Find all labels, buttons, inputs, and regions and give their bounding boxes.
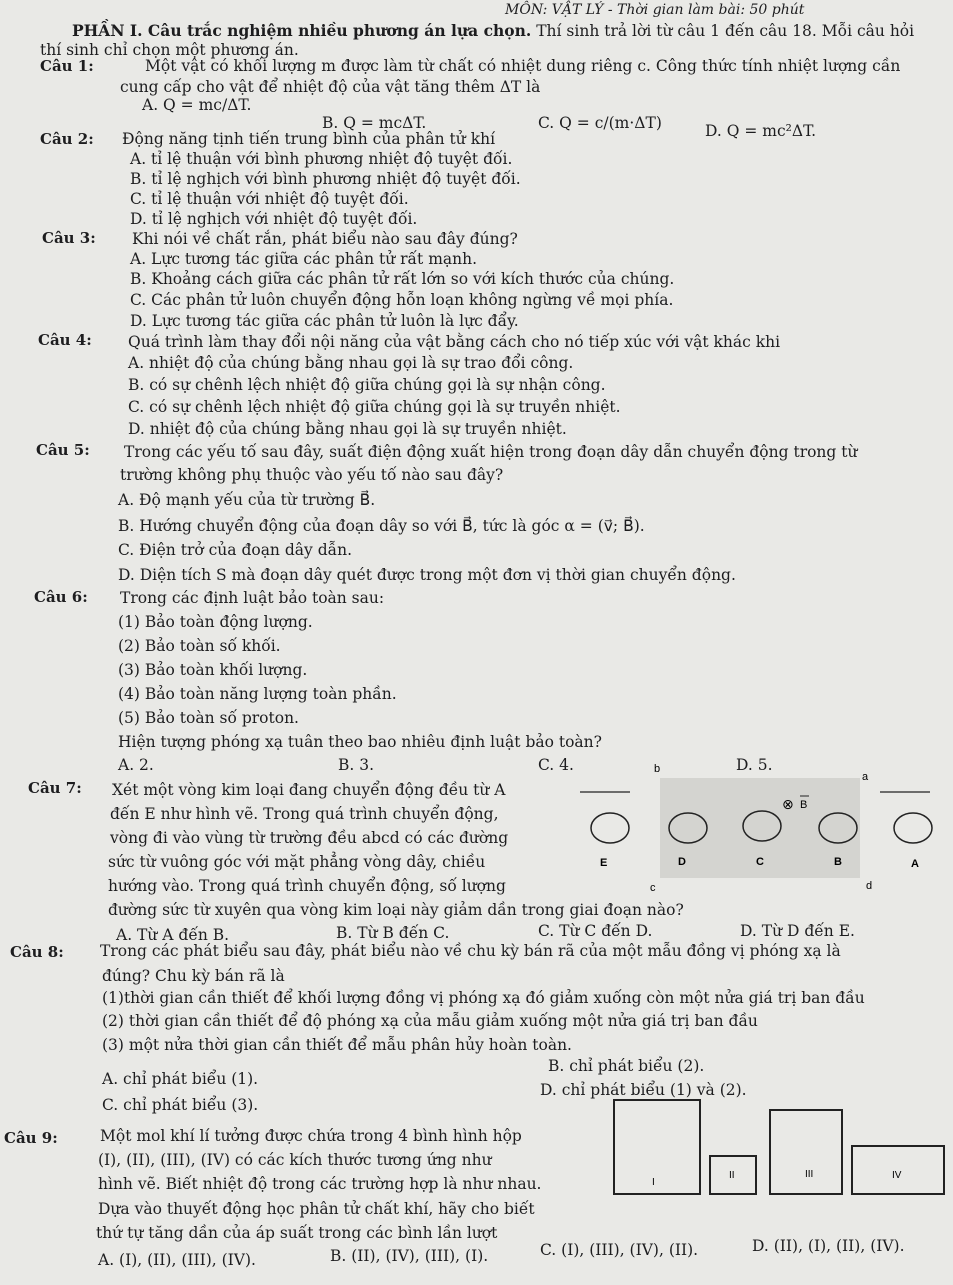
question-7-option-d: D. Từ D đến E. [740,922,855,940]
question-9-text-cont: Dựa vào thuyết động học phân tử chất khí, hãy cho biết [98,1200,535,1218]
question-5-text: Trong các yếu tố sau đây, suất điện động xuất hiện trong đoạn dây dẫn chuyển động trong từ [124,443,858,461]
question-7-option-c: C. Từ C đến D. [538,922,653,940]
position-label-c: C [756,856,764,868]
question-1-option-b: B. Q = mcΔT. [322,114,427,132]
corner-label-b: b [654,763,661,775]
field-direction-icon: ⊗ [782,796,794,812]
question-7-label: Câu 7: [28,779,82,797]
box-label-iv: IV [892,1170,902,1181]
question-1-text: Một vật có khối lượng m được làm từ chất có nhiệt dung riêng c. Công thức tính nhiệt lượng cần [145,57,901,75]
question-3-option-d: D. Lực tương tác giữa các phân tử luôn là lực đẩy. [130,312,519,330]
question-3-option-b: B. Khoảng cách giữa các phân tử rất lớn so với kích thước của chúng. [130,270,675,288]
question-9-option-d: D. (II), (I), (II), (IV). [752,1237,905,1255]
question-1-option-c: C. Q = c/(m·ΔT) [538,114,662,132]
question-6-text: Trong các định luật bảo toàn sau: [120,589,385,607]
question-9-text-cont: (I), (II), (III), (IV) có các kích thước tương ứng như [98,1151,492,1169]
question-9-option-b: B. (II), (IV), (III), (I). [330,1247,489,1265]
question-5-option-c: C. Điện trở của đoạn dây dẫn. [118,541,353,559]
ring-position-e [591,813,629,843]
question-2-option-d: D. tỉ lệ nghịch với nhiệt độ tuyệt đối. [130,210,418,228]
question-4-option-b: B. có sự chênh lệch nhiệt độ giữa chúng gọi là sự nhận công. [128,376,606,394]
question-9-text-cont: thứ tự tăng dần của áp suất trong các bình lần lượt [96,1224,498,1242]
question-6-question: Hiện tượng phóng xạ tuân theo bao nhiêu định luật bảo toàn? [118,733,602,751]
ring-position-a [894,813,932,843]
position-label-b: B [834,856,842,868]
question-1-option-d: D. Q = mc²ΔT. [705,122,817,140]
question-4-option-a: A. nhiệt độ của chúng bằng nhau gọi là sự trao đổi công. [128,354,574,372]
question-4-text: Quá trình làm thay đổi nội năng của vật bằng cách cho nó tiếp xúc với vật khác khi [128,333,781,351]
question-6-item: (1) Bảo toàn động lượng. [118,613,313,631]
question-5-option-b: B. Hướng chuyển động của đoạn dây so với B⃗, tức là góc α = (v⃗; B⃗). [118,517,645,535]
corner-label-d: d [866,880,873,892]
box-iii [770,1110,842,1194]
question-7-option-a: A. Từ A đến B. [116,926,230,944]
question-6-label: Câu 6: [34,588,88,606]
question-7-text-cont: sức từ vuông góc với mặt phẳng vòng dây, chiều [108,853,486,871]
exam-subject-header: MÔN: VẬT LÝ - Thời gian làm bài: 50 phút [505,2,805,18]
question-5-label: Câu 5: [36,441,90,459]
part-heading [72,21,914,41]
question-6-item: (5) Bảo toàn số proton. [118,709,299,727]
question-3-option-c: C. Các phân tử luôn chuyển động hỗn loạn không ngừng về mọi phía. [130,291,674,309]
corner-label-a: a [862,771,869,783]
gas-boxes-figure [612,1098,948,1200]
box-label-iii: III [805,1169,814,1180]
question-3-label: Câu 3: [42,229,96,247]
question-6-item: (4) Bảo toàn năng lượng toàn phần. [118,685,397,703]
question-5-option-d: D. Diện tích S mà đoạn dây quét được trong một đơn vị thời gian chuyển động. [118,566,736,584]
question-8-label: Câu 8: [10,943,64,961]
question-7-text: Xét một vòng kim loại đang chuyển động đều từ A [112,781,506,799]
question-9-text-cont: hình vẽ. Biết nhiệt độ trong các trường hợp là như nhau. [98,1175,542,1193]
question-3-option-a: A. Lực tương tác giữa các phân tử rất mạnh. [130,250,478,268]
question-8-option-b: B. chỉ phát biểu (2). [548,1057,705,1075]
question-7-text-cont: hướng vào. Trong quá trình chuyển động, số lượng [108,877,506,895]
question-8-statement-1: (1)thời gian cần thiết để khối lượng đồng vị phóng xạ đó giảm xuống còn một nửa giá trị ban đầu [102,989,865,1007]
question-8-option-c: C. chỉ phát biểu (3). [102,1096,259,1114]
position-label-a: A [911,858,919,870]
question-7-text-cont: vòng đi vào vùng từ trường đều abcd có các đường [110,829,509,847]
magnetic-field-ring-figure [580,756,950,896]
position-label-d: D [678,856,686,868]
box-label-ii: II [729,1170,735,1181]
position-label-e: E [600,857,608,869]
question-2-option-c: C. tỉ lệ thuận với nhiệt độ tuyệt đối. [130,190,409,208]
question-4-label: Câu 4: [38,331,92,349]
question-2-option-a: A. tỉ lệ thuận với bình phương nhiệt độ tuyệt đối. [130,150,513,168]
part-title: PHẦN I. Câu trắc nghiệm nhiều phương án lựa chọn. [72,21,532,40]
corner-label-c: c [650,882,656,894]
question-7-text-cont: đường sức từ xuyên qua vòng kim loại này giảm dần trong giai đoạn nào? [108,901,684,919]
question-9-option-c: C. (I), (III), (IV), (II). [540,1241,699,1259]
question-9-label: Câu 9: [4,1129,58,1147]
part-description: Thí sinh trả lời từ câu 1 đến câu 18. Mỗi câu hỏi [531,22,915,40]
question-2-option-b: B. tỉ lệ nghịch với bình phương nhiệt độ tuyệt đối. [130,170,521,188]
question-4-option-d: D. nhiệt độ của chúng bằng nhau gọi là sự truyền nhiệt. [128,420,567,438]
question-5-option-a: A. Độ mạnh yếu của từ trường B⃗. [118,491,376,509]
question-7-text-cont: đến E như hình vẽ. Trong quá trình chuyển động, [110,805,499,823]
question-7-option-b: B. Từ B đến C. [336,924,450,942]
question-2-text: Động năng tịnh tiến trung bình của phân tử khí [122,130,496,148]
part-description-cont: thí sinh chỉ chọn một phương án. [40,41,299,59]
question-8-statement-2: (2) thời gian cần thiết để độ phóng xạ của mẫu giảm xuống một nửa giá trị ban đầu [102,1012,758,1030]
question-6-option-d: D. 5. [736,756,773,774]
question-8-option-a: A. chỉ phát biểu (1). [102,1070,259,1088]
question-2-label: Câu 2: [40,130,94,148]
field-label: B [800,799,808,811]
question-1-label: Câu 1: [40,57,94,75]
question-1-option-a: A. Q = mc/ΔT. [142,96,252,114]
question-4-option-c: C. có sự chênh lệch nhiệt độ giữa chúng gọi là sự truyền nhiệt. [128,398,621,416]
question-8-text-cont: đúng? Chu kỳ bán rã là [102,967,285,985]
box-label-i: I [652,1177,655,1188]
question-6-option-c: C. 4. [538,756,574,774]
question-6-option-a: A. 2. [118,756,154,774]
question-1-text-cont: cung cấp cho vật để nhiệt độ của vật tăng thêm ΔT là [120,78,541,96]
box-i [614,1100,700,1194]
question-8-text: Trong các phát biểu sau đây, phát biểu nào về chu kỳ bán rã của một mẫu đồng vị phóng xạ là [100,942,841,960]
question-6-option-b: B. 3. [338,756,375,774]
question-5-text-cont: trường không phụ thuộc vào yếu tố nào sau đây? [120,466,504,484]
question-3-text: Khi nói về chất rắn, phát biểu nào sau đây đúng? [132,230,518,248]
question-9-text: Một mol khí lí tưởng được chứa trong 4 bình hình hộp [100,1127,522,1145]
question-8-statement-3: (3) một nửa thời gian cần thiết để mẫu phân hủy hoàn toàn. [102,1036,572,1054]
question-6-item: (3) Bảo toàn khối lượng. [118,661,308,679]
question-8-option-d: D. chỉ phát biểu (1) và (2). [540,1081,747,1099]
question-9-option-a: A. (I), (II), (III), (IV). [98,1251,256,1269]
question-6-item: (2) Bảo toàn số khối. [118,637,281,655]
